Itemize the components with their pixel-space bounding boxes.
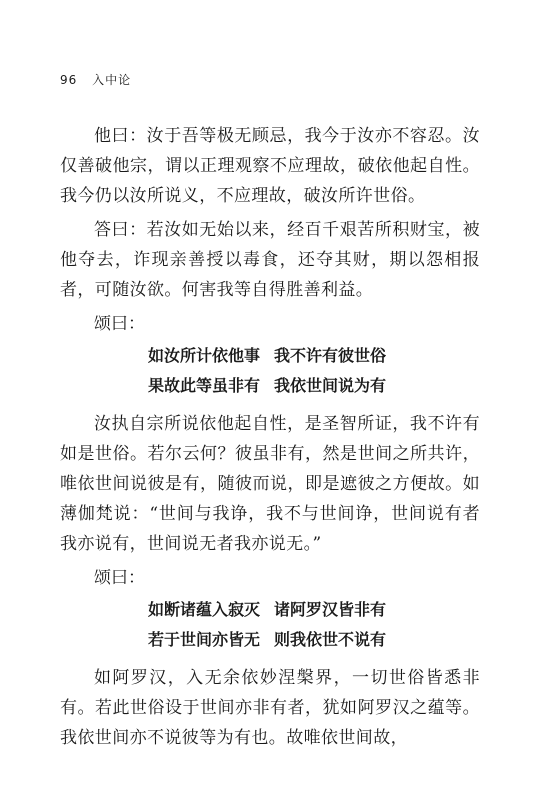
paragraph-objection: 他曰：汝于吾等极无顾忌，我今于汝亦不容忍。汝仅善破他宗，谓以正理观察不应理故，破依他起自性。我今仍以汝所说义，不应理故，破汝所许世俗。 <box>60 126 480 206</box>
book-title: 入中论 <box>92 73 132 87</box>
paragraph-arhat: 如阿罗汉，入无余依妙涅槃界，一切世俗皆悉非有。若此世俗设于世间亦非有者，犹如阿罗汉之蕴等。我依世间亦不说彼等为有也。故唯依世间故， <box>60 668 480 748</box>
body-text <box>60 121 480 757</box>
page-number: 96 <box>60 73 78 87</box>
paragraph-answer: 答曰：若汝如无始以来，经百千艰苦所积财宝，被他夺去，诈现亲善授以毒食，还夺其财，期以怨相报者，可随汝欲。何害我等自得胜善利益。 <box>60 220 480 300</box>
verse-phrase: 我不许有彼世俗 <box>274 346 387 365</box>
verse-phrase: 则我依世不说有 <box>274 630 387 649</box>
verse-phrase: 若于世间亦皆无 <box>148 630 261 649</box>
verse-phrase: 果故此等虽非有 <box>148 376 261 395</box>
paragraph-commentary: 汝执自宗所说依他起自性，是圣智所证，我不许有如是世俗。若尔云何？彼虽非有，然是世间之所共许，唯依世间说彼是有，随彼而说，即是遮彼之方便故。如薄伽梵说：“世间与我诤，我不与世间诤，世间说有者我亦说有，世间说无者我亦说无。” <box>60 414 480 554</box>
verse-line <box>148 341 480 371</box>
verse-phrase: 如断诸蕴入寂灭 <box>148 600 261 619</box>
verse-block <box>60 341 480 401</box>
verse-line <box>148 371 480 401</box>
verse-phrase: 我依世间说为有 <box>274 376 387 395</box>
verse-label: 颂曰： <box>94 314 145 334</box>
verse-line <box>148 595 480 625</box>
verse-phrase: 如汝所计依他事 <box>148 346 261 365</box>
verse-block <box>60 595 480 655</box>
running-header <box>60 71 131 88</box>
verse-label: 颂曰： <box>94 568 145 588</box>
verse-phrase: 诸阿罗汉皆非有 <box>274 600 387 619</box>
verse-line <box>148 625 480 655</box>
